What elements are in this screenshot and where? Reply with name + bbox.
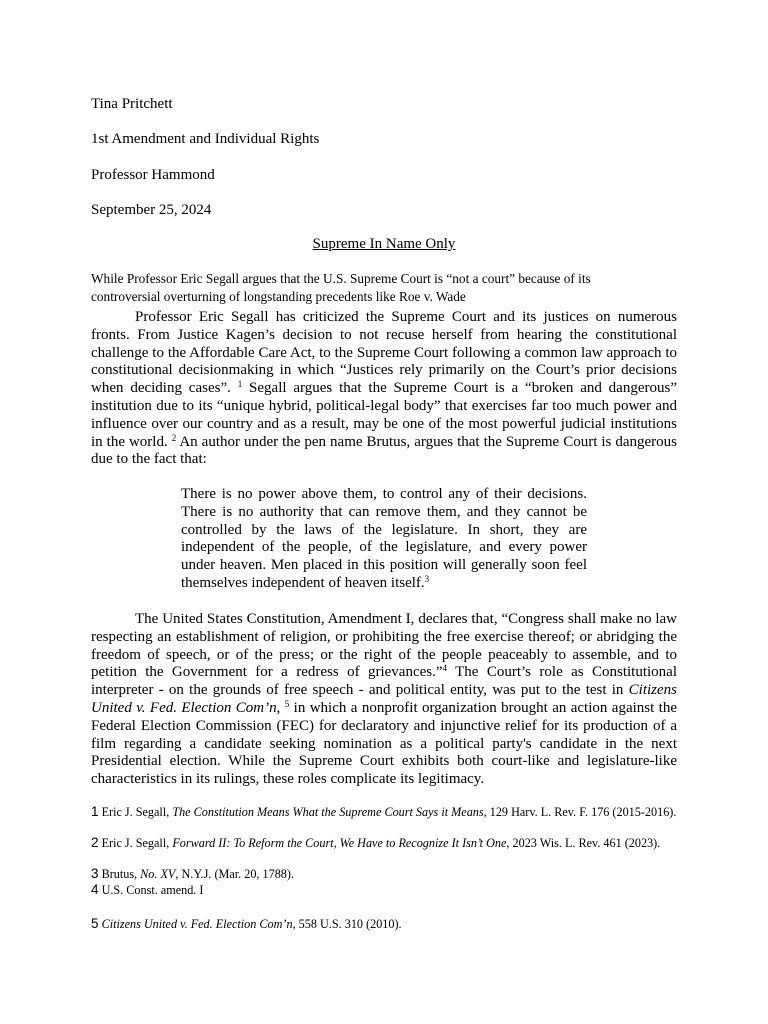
footnote-ref-2[interactable]: 2 bbox=[171, 432, 177, 443]
footnote-2 bbox=[91, 835, 677, 851]
paragraph-1-part-c: An author under the pen name Brutus, argues that the Supreme Court is dangerous due to the fact that: bbox=[91, 433, 677, 468]
footnote-text: Eric J. Segall, bbox=[101, 805, 173, 819]
footnote-number: 3 bbox=[91, 866, 99, 881]
block-quote bbox=[181, 486, 587, 593]
paragraph-2-part-d: in which a nonprofit organization brought an action against the Federal Election Commission (FEC) for declaratory and injunctive relief for its production of a film regarding a candidate seeking nomination as a political party's candidate in the next Presidential election. While the Supreme Court exhibits both court-like and legislature-like characteristics in its rulings, these roles complicate its legitimacy. bbox=[91, 699, 677, 788]
footnote-text-end: , 129 Harv. L. Rev. F. 176 (2015-2016). bbox=[483, 805, 677, 819]
paragraph-1 bbox=[91, 309, 677, 469]
footnote-5 bbox=[91, 916, 677, 932]
footnote-italic-title: The Constitution Means What the Supreme Court Says it Means bbox=[172, 805, 484, 819]
footnote-text: Eric J. Segall, bbox=[101, 836, 173, 850]
author-name: Tina Pritchett bbox=[91, 96, 173, 112]
footnote-italic-title: Citizens United v. Fed. Election Com’n bbox=[101, 917, 293, 931]
footnote-text-end: , N.Y.J. (Mar. 20, 1788). bbox=[175, 867, 294, 881]
document-date: September 25, 2024 bbox=[91, 202, 212, 218]
footnote-number: 2 bbox=[91, 835, 99, 850]
paragraph-2-part-b: The Court’s role as Constitutional interpreter - on the grounds of free speech - and political entity, was put to the test in bbox=[91, 664, 677, 699]
document-title bbox=[0, 236, 768, 253]
footnote-text-end: , 2023 Wis. L. Rev. 461 (2023). bbox=[506, 836, 661, 850]
paragraph-2-part-c: , bbox=[276, 699, 285, 716]
footnote-number: 5 bbox=[91, 916, 99, 931]
footnote-italic-title: No. XV bbox=[140, 867, 176, 881]
footnote-1 bbox=[91, 804, 677, 820]
footnote-italic-title: Forward II: To Reform the Court, We Have to Recognize It Isn’t One bbox=[172, 836, 507, 850]
footnote-ref-3[interactable]: 3 bbox=[424, 573, 430, 584]
footnote-number: 4 bbox=[91, 882, 99, 897]
paragraph-2 bbox=[91, 611, 677, 789]
paragraph-2-part-a: The United States Constitution, Amendment I, declares that, “Congress shall make no law respecting an establishment of religion, or prohibiting the free exercise thereof; or abridging the freedom of speech, or of the press; or the right of the people peaceably to assemble, and to petition the Government for a redress of grievances.” bbox=[91, 611, 677, 681]
case-name: Citizens United v. Fed. Election Com’n bbox=[91, 682, 677, 716]
footnote-ref-4[interactable]: 4 bbox=[442, 663, 448, 674]
title-text: Supreme In Name Only bbox=[312, 236, 456, 252]
paragraph-1-part-a: Professor Eric Segall has criticized the Supreme Court and its justices on numerous fronts. From Justice Kagen’s decision to not recuse herself from hearing the constitutional challenge to the Affordable Care Act, to the Supreme Court following a common law approach to constitutional decisionmaking in which “Justices rely primarily on the Court’s prior decisions when deciding cases”. bbox=[91, 309, 677, 397]
paragraph-1-part-b: Segall argues that the Supreme Court is a “broken and dangerous” institution due to its “unique hybrid, political-legal body” that exercises far too much power and influence over our country and as a result, may be one of the most powerful judicial institutions in the world. bbox=[91, 380, 677, 450]
footnote-4 bbox=[91, 882, 677, 898]
footnote-3 bbox=[91, 866, 677, 882]
footnote-number: 1 bbox=[91, 804, 99, 819]
quote-text: There is no power above them, to control any of their decisions. There is no authority that can remove them, and they cannot be controlled by the laws of the legislature. In short, they are independent of the people, of the legislature, and every power under heaven. Men placed in this position will generally soon feel themselves independent of heaven itself. bbox=[181, 486, 587, 591]
professor-name: Professor Hammond bbox=[91, 167, 215, 183]
course-name: 1st Amendment and Individual Rights bbox=[91, 131, 320, 147]
footnote-ref-5[interactable]: 5 bbox=[284, 698, 290, 709]
footnote-text-end: , 558 U.S. 310 (2010). bbox=[292, 917, 402, 931]
footnote-ref-1[interactable]: 1 bbox=[237, 379, 243, 390]
intro-sentence: While Professor Eric Segall argues that the U.S. Supreme Court is “not a court” because of its controversial overturning of longstanding precedents like Roe v. Wade bbox=[91, 271, 591, 304]
footnote-text: Brutus, bbox=[101, 867, 141, 881]
footnote-text: U.S. Const. amend. I bbox=[101, 883, 204, 897]
